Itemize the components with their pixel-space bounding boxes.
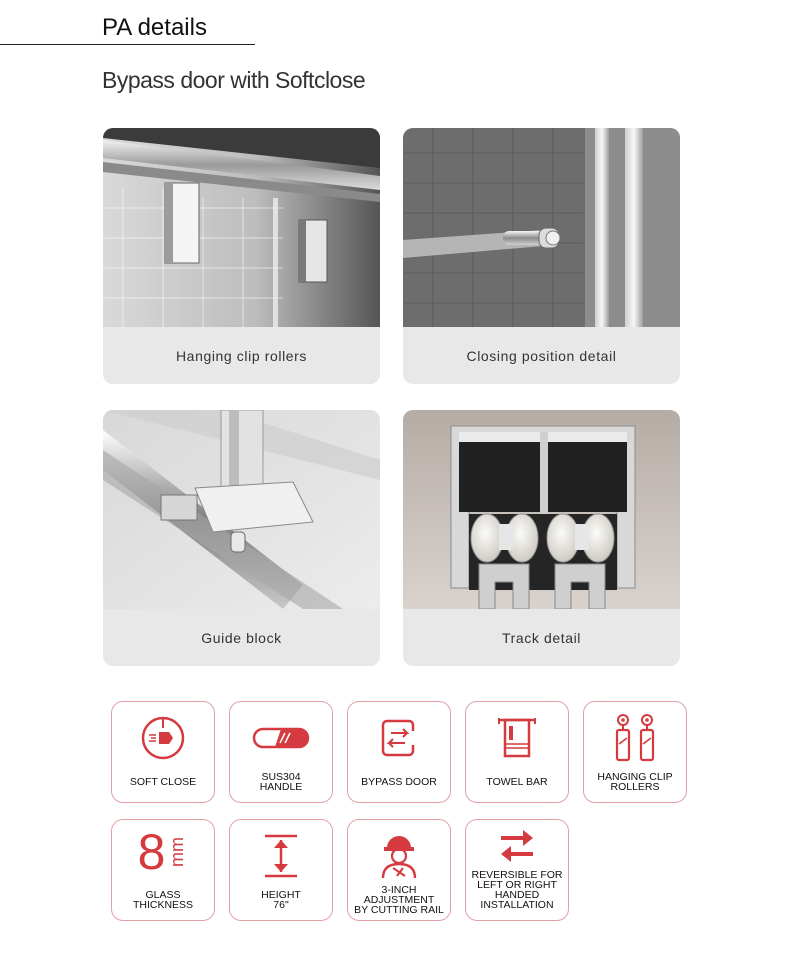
- feature-label-line: HEIGHT: [261, 889, 301, 901]
- feature-glass-thickness: [111, 819, 215, 921]
- hanging-clip-rollers-photo: [103, 128, 380, 327]
- card-caption: Guide block: [201, 629, 282, 646]
- reversible-arrows-icon: [466, 822, 568, 870]
- title-divider: [0, 44, 255, 45]
- page-title: PA details: [102, 14, 207, 41]
- feature-label-line: HANDLE: [259, 781, 303, 793]
- card-caption: Track detail: [501, 629, 582, 646]
- feature-label-line: 76": [273, 899, 289, 911]
- feature-label-line: BYPASS DOOR: [361, 776, 437, 788]
- height-icon: [230, 828, 332, 884]
- feature-height: [229, 819, 333, 921]
- closing-position-photo: [403, 128, 680, 327]
- detail-card-closing-position: [403, 128, 680, 384]
- feature-label-line: ADJUSTMENT: [363, 894, 435, 906]
- feature-label-line: ROLLERS: [610, 781, 660, 793]
- feature-reversible: [465, 819, 569, 921]
- feature-label-line: HANGING CLIP: [597, 771, 673, 783]
- feature-label-line: HANDED: [494, 889, 540, 901]
- feature-label-line: GLASS: [145, 889, 181, 901]
- feature-label-line: SOFT CLOSE: [129, 776, 197, 788]
- feature-label-line: LEFT OR RIGHT: [477, 879, 557, 891]
- feature-towel-bar: [465, 701, 569, 803]
- handle-icon: [230, 710, 332, 766]
- feature-label-line: TOWEL BAR: [486, 776, 548, 788]
- guide-block-photo: [103, 410, 380, 609]
- page-subtitle: Bypass door with Softclose: [102, 67, 366, 93]
- glass-thickness-icon: [112, 824, 214, 880]
- feature-label-line: SUS304: [261, 771, 301, 783]
- detail-card-guide-block: [103, 410, 380, 666]
- feature-3-inch-adjustment: [347, 819, 451, 921]
- feature-label-line: BY CUTTING RAIL: [354, 904, 444, 916]
- glass-thickness-unit: mm: [167, 837, 188, 867]
- soft-close-icon: [112, 710, 214, 766]
- feature-label-line: 3-INCH: [381, 884, 417, 896]
- feature-sus304-handle: [229, 701, 333, 803]
- feature-hanging-clip-rollers: [583, 701, 687, 803]
- detail-card-hanging-clip-rollers: [103, 128, 380, 384]
- worker-icon: [348, 828, 450, 884]
- feature-label-line: THICKNESS: [132, 899, 194, 911]
- bypass-door-icon: [348, 710, 450, 766]
- track-detail-photo: [403, 410, 680, 609]
- card-caption: Hanging clip rollers: [175, 347, 308, 364]
- feature-label-line: INSTALLATION: [480, 899, 554, 911]
- feature-soft-close: [111, 701, 215, 803]
- glass-thickness-value: 8: [137, 824, 166, 880]
- detail-card-track-detail: [403, 410, 680, 666]
- feature-bypass-door: [347, 701, 451, 803]
- feature-label-line: REVERSIBLE FOR: [471, 869, 563, 881]
- towel-bar-icon: [466, 710, 568, 766]
- hanging-clip-rollers-icon: [584, 710, 686, 766]
- card-caption: Closing position detail: [466, 347, 617, 364]
